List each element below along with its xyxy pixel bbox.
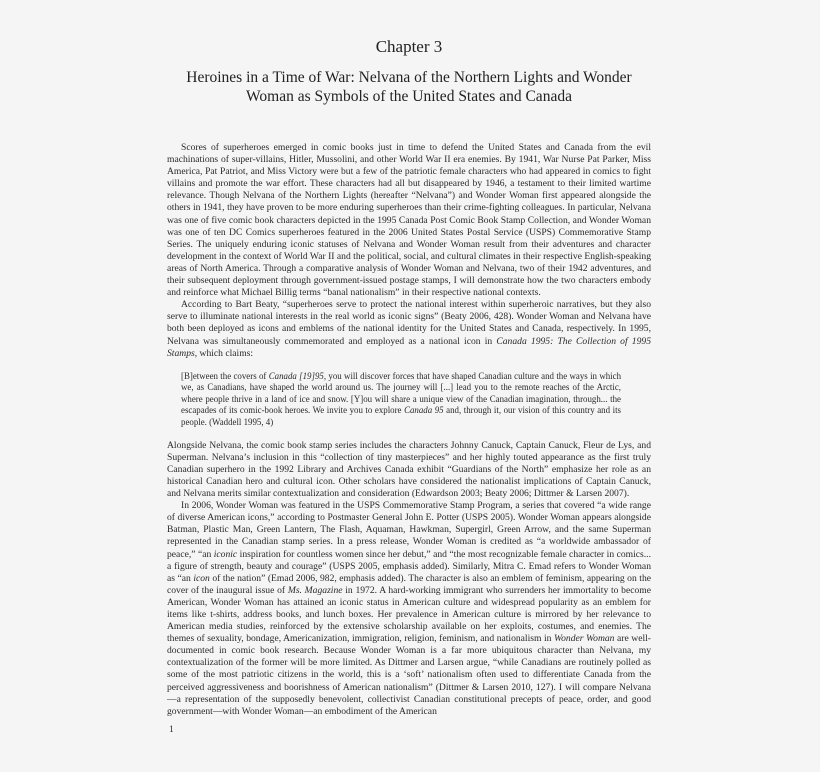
quote-text: and, through it, our vision of this country and its people. (Waddell 1995, 4) bbox=[181, 405, 621, 428]
body-text bbox=[167, 142, 651, 718]
chapter-title bbox=[157, 68, 661, 106]
block-quote bbox=[181, 371, 621, 429]
paragraph-4-italic: iconic bbox=[213, 548, 238, 560]
paragraph-4-text: inspiration for countless women since her debut,” and “the most recognizable female character in comics... a figure of strength, beauty and courage” (USPS 2005, emphasis added). Similarly, Mitra C. Emad refers to Wonder Woman as “an bbox=[167, 548, 651, 584]
quote-text: [B]etween the covers of bbox=[181, 370, 269, 381]
quote-italic: Canada [19]95 bbox=[268, 370, 324, 381]
page-number: 1 bbox=[169, 725, 174, 735]
paragraph-4-italic: Ms. Magazine bbox=[287, 584, 343, 596]
chapter-title-line-2: Woman as Symbols of the United States and Canada bbox=[246, 88, 572, 105]
paragraph-4-text: In 2006, Wonder Woman was featured in the USPS Commemorative Stamp Program, a series that covered “a wide range of diverse American icons,” according to Postmaster General John E. Potter (USPS 2005). Wonder Woman appears alongside Batman, Plastic Man, Green Lantern, The Flash, Aquaman, Hawkman, Supergirl, Green Arrow, and the same Superman represented in the Canadian stamp series. In a press release, Wonder Woman is credited as “a worldwide ambassador of peace,” “an bbox=[167, 500, 651, 560]
chapter-label: Chapter 3 bbox=[375, 37, 443, 56]
paragraph-2-text-end: , which claims: bbox=[194, 347, 254, 359]
quote-italic: Canada 95 bbox=[404, 405, 444, 416]
paragraph-4-text: are well-documented in comic book research. Because Wonder Woman is a far more ubiquitous character than Nelvana, my contextualization of the former will be more limited. As Dittmer and Larsen argue, “while Canadians are routinely polled as some of the most patriotic citizens in the world, this is a ‘soft’ nationalism often used to differentiate Canada from the perceived aggressiveness and boorishness of American nationalism” (Dittmer & Larsen 2010, 127). I will compare Nelvana—a representation of the supposedly benevolent, collectivist Canadian constitutional precepts of peace, order, and good government—with Wonder Woman—an embodiment of the American bbox=[167, 633, 651, 717]
paragraph-4-text: in 1972. A hard-working immigrant who surrenders her immortality to become American, Wonder Woman has attained an iconic status in American culture and widespread popularity as an emblem for items like t-shirts, address books, and lunch boxes. Her prevalence in American culture is mirrored by her relevance to American media studies, reinforced by the extensive scholarship available on her exploits, costumes, and enemies. The themes of sexuality, bondage, Americanization, immigration, religion, feminism, and nationalism in bbox=[167, 584, 652, 645]
paragraph-4-italic: icon bbox=[193, 572, 210, 584]
paragraph-2 bbox=[167, 299, 651, 359]
paragraph-1: Scores of superheroes emerged in comic books just in time to defend the United States and Canada from the evil machinations of super-villains, Hitler, Mussolini, and other World War II era enemies. By 1941, War Nurse Pat Parker, Miss America, Pat Patriot, and Miss Victory were but a few of the patriotic female characters who had appeared in comics to fight villains and promote the war effort. These characters had all but disappeared by 1946, a testament to their limited wartime relevance. Though Nelvana of the Northern Lights (hereafter “Nelvana”) and Wonder Woman first appeared alongside the others in 1941, they have proven to be more enduring superheroes than their crime-fighting colleagues. In particular, Nelvana was one of five comic book characters depicted in the 1995 Canada Post Comic Book Stamp Collection, and Wonder Woman was one of ten DC Comics superheroes featured in the 2006 United States Postal Service (USPS) Commemorative Stamp Series. The uniquely enduring iconic statuses of Nelvana and Wonder Woman result from their adventures and character development in the context of World War II and the political, social, and cultural climates in their respective English-speaking areas of North America. Through a comparative analysis of Wonder Woman and Nelvana, two of their 1942 adventures, and their subsequent deployment through government-issued postage stamps, I will demonstrate how the two characters embody and reinforce what Michael Billig terms “banal nationalism” in their respective national contexts. bbox=[167, 142, 651, 299]
paragraph-4-text: of the nation” (Emad 2006, 982, emphasis added). The character is also an emblem of feminism, appearing on the cover of the inaugural issue of bbox=[167, 572, 652, 596]
paragraph-4-italic: Wonder Woman bbox=[554, 633, 615, 645]
paragraph-3: Alongside Nelvana, the comic book stamp series includes the characters Johnny Canuck, Captain Canuck, Fleur de Lys, and Superman. Nelvana’s inclusion in this “collection of tiny masterpieces” and her highly touted appearance as the first truly Canadian superhero in the 1992 Library and Archives Canada exhibit “Guardians of the North” emphasize her role as an historical Canadian hero and cultural icon. Other scholars have considered the nationalist implications of Captain Canuck, and Nelvana merits similar contextualization and consideration (Edwardson 2003; Beaty 2006; Dittmer & Larsen 2007). bbox=[167, 439, 651, 500]
paragraph-2-text: According to Bart Beaty, “superheroes serve to protect the national interest within superheroic narratives, but they also serve to illuminate national interests in the real world as iconic signs” (Beaty 2006, 428). Wonder Woman and Nelvana have both been deployed as icons and emblems of the national identity for the United States and Canada, respectively. In 1995, Nelvana was simultaneously commemorated and employed as a national icon in bbox=[167, 299, 651, 347]
quote-text: , you will discover forces that have shaped Canadian culture and the ways in which we, as Canadians, have shaped the world around us. The journey will [...] lead you to the remote reaches of the Arctic, where people thrive in a land of ice and snow. [Y]ou will share a unique view of the Canadian imagination, through... the escapades of its comic-book heroes. We invite you to explore bbox=[181, 370, 622, 416]
paragraph-2-italic-title: Canada 1995: The Collection of 1995 Stamps bbox=[167, 335, 651, 359]
paragraph-4 bbox=[167, 500, 651, 718]
chapter-title-line-1: Heroines in a Time of War: Nelvana of the Northern Lights and Wonder bbox=[186, 69, 632, 86]
